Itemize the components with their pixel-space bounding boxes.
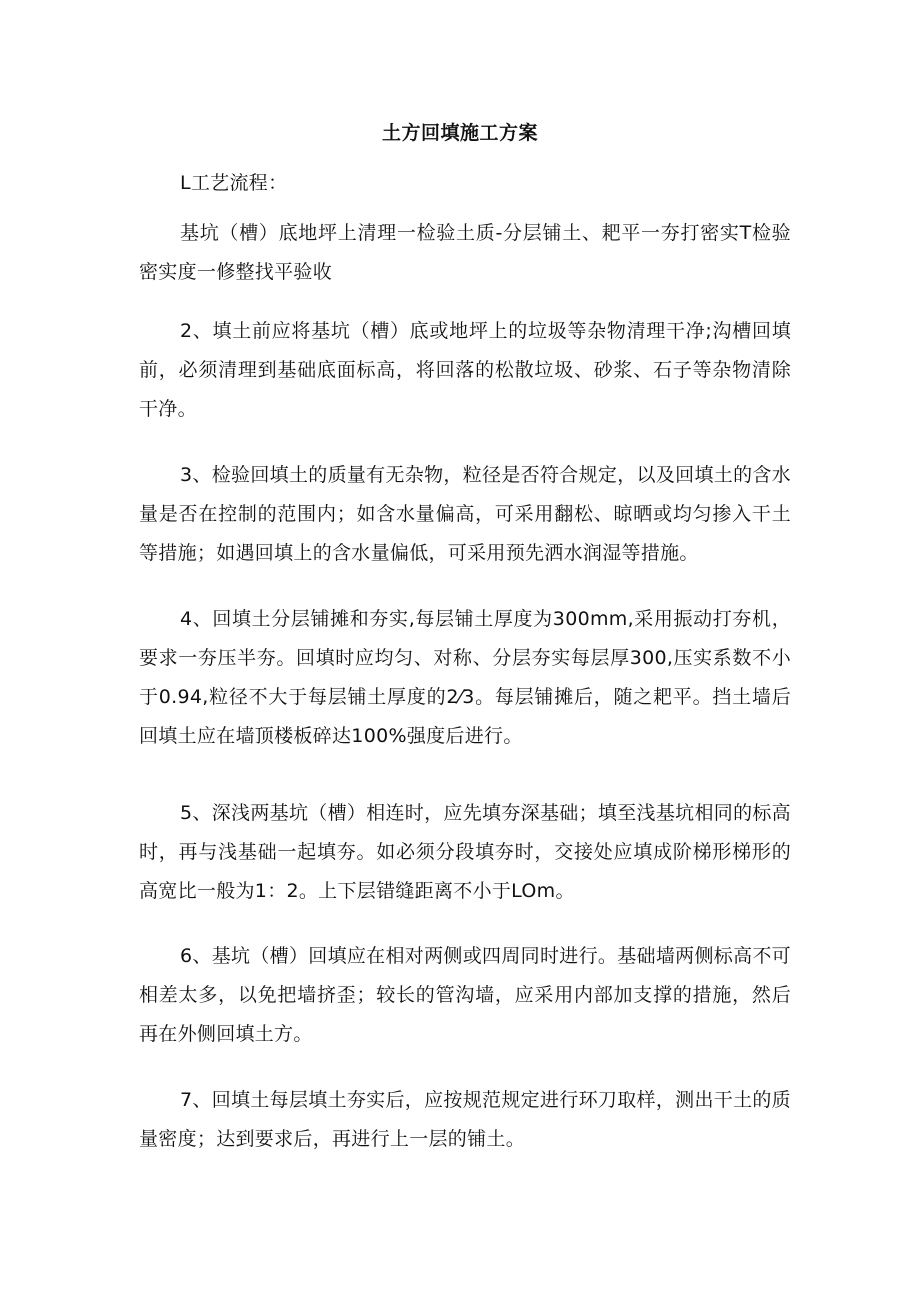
paragraph-step-4: 4、回填土分层铺摊和夯实,每层铺土厚度为300mm,采用振动打夯机，要求一夯压半夯。回填时应均匀、对称、分层夯实每层厚300,压实系数不小于0.94,粒径不大于每层铺土厚度的2⁄3。每层铺摊后，随之耙平。挡土墙后回填土应在墙顶楼板碎达100%强度后进行。 — [139, 608, 791, 747]
document-title: 土方回填施工方案 — [381, 122, 538, 144]
paragraph-process-flow: 基坑（槽）底地坪上清理一检验土质-分层铺土、耙平一夯打密实T检验密实度一修整找平验收 — [139, 222, 791, 283]
paragraph-step-3: 3、检验回填土的质量有无杂物，粒径是否符合规定，以及回填土的含水量是否在控制的范围内；如含水量偏高，可采用翻松、晾晒或均匀掺入干土等措施；如遇回填上的含水量偏低，可采用预先洒水润湿等措施。 — [139, 464, 791, 564]
paragraph-step-7: 7、回填土每层填土夯实后，应按规范规定进行环刀取样，测出干土的质量密度；达到要求后，再进行上一层的铺土。 — [139, 1089, 791, 1150]
paragraph-step-2: 2、填土前应将基坑（槽）底或地坪上的垃圾等杂物清理干净;沟槽回填前，必须清理到基础底面标高，将回落的松散垃圾、砂浆、石子等杂物清除干净。 — [139, 320, 791, 420]
paragraph-process-heading: L工艺流程： — [180, 172, 288, 194]
paragraph-step-5: 5、深浅两基坑（槽）相连时，应先填夯深基础；填至浅基坑相同的标高时，再与浅基础一起填夯。如必须分段填夯时，交接处应填成阶梯形梯形的高宽比一般为1：2。上下层错缝距离不小于LOm。 — [139, 802, 791, 902]
paragraph-step-6: 6、基坑（槽）回填应在相对两侧或四周同时进行。基础墙两侧标高不可相差太多，以免把墙挤歪；较长的管沟墙，应采用内部加支撑的措施，然后再在外侧回填土方。 — [139, 945, 791, 1045]
